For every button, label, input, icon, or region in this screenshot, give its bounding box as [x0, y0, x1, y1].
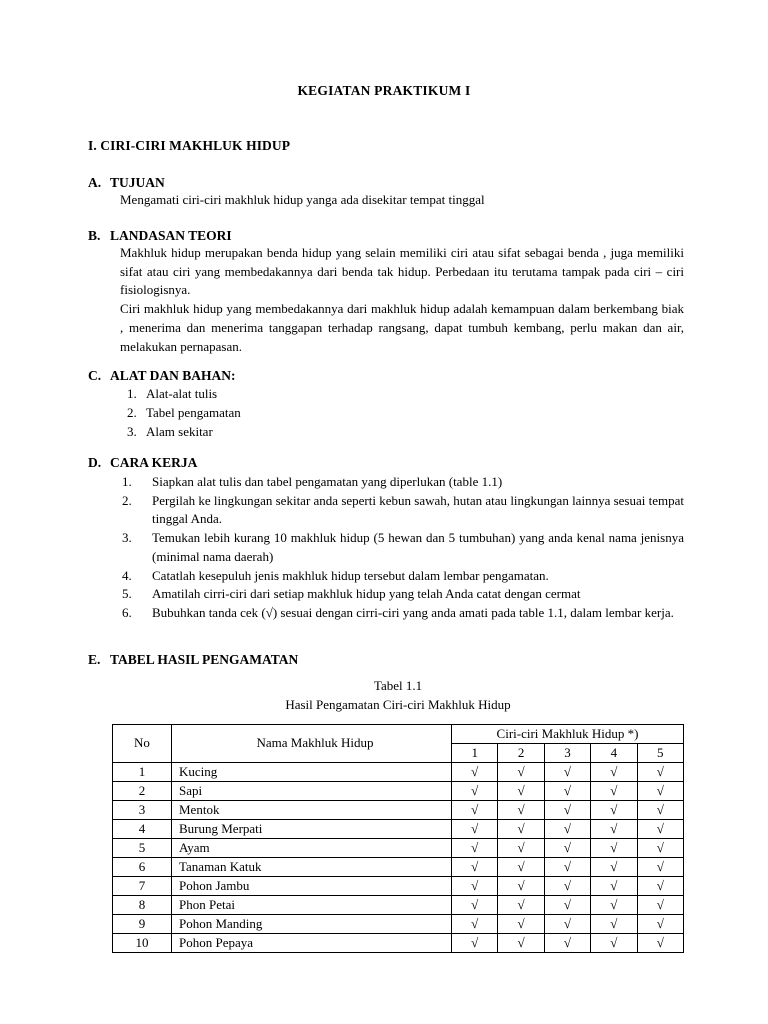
section-a-title: TUJUAN [110, 175, 165, 190]
table-caption-number: Tabel 1.1 [373, 678, 423, 693]
section-alat-dan-bahan [88, 368, 684, 442]
step-text: Catatlah kesepuluh jenis makhluk hidup tersebut dalam lembar pengamatan. [152, 567, 549, 583]
cell-check-1: √ [452, 857, 498, 876]
cell-check-4: √ [591, 800, 637, 819]
cell-check-2: √ [498, 914, 544, 933]
cell-check-5: √ [637, 857, 683, 876]
teori-paragraph-1: Makhluk hidup merupakan benda hidup yang selain memiliki ciri atau sifat sebagai benda , juga memiliki sifat atau ciri yang membedakannya dari benda tak hidup. Perbedaan itu terutama tampak pada ciri – ciri fisiologisnya. [120, 245, 684, 298]
table-row [113, 800, 684, 819]
cell-no: 10 [113, 933, 172, 952]
section-c-title: ALAT DAN BAHAN: [110, 368, 236, 383]
cell-check-3: √ [544, 933, 590, 952]
table-row [113, 838, 684, 857]
column-header-no: No [113, 724, 172, 762]
cell-check-4: √ [591, 838, 637, 857]
step-number: 3. [122, 530, 132, 546]
table-row [113, 914, 684, 933]
section-d-heading [88, 455, 684, 471]
list-item [116, 604, 684, 623]
cell-check-5: √ [637, 800, 683, 819]
cell-check-2: √ [498, 857, 544, 876]
step-text: Amatilah cirri-ciri dari setiap makhluk hidup yang telah Anda catat dengan cermat [152, 586, 581, 602]
list-item: 3. Alam sekitar [140, 423, 684, 442]
section-b-body [120, 244, 684, 356]
section-e-title: TABEL HASIL PENGAMATAN [110, 652, 299, 667]
table-row [113, 933, 684, 952]
step-number: 5. [122, 586, 132, 602]
step-number: 4. [122, 567, 132, 583]
cell-check-4: √ [591, 857, 637, 876]
alat-bahan-list [88, 385, 684, 442]
table-row [113, 857, 684, 876]
cell-no: 4 [113, 819, 172, 838]
cell-check-5: √ [637, 762, 683, 781]
table-row [113, 819, 684, 838]
table-header [113, 724, 684, 762]
cell-check-1: √ [452, 933, 498, 952]
cell-check-1: √ [452, 914, 498, 933]
step-text: Pergilah ke lingkungan sekitar anda seperti kebun sawah, hutan atau lingkungan lainnya sesuai tempat tinggal Anda. [152, 492, 684, 527]
cell-check-1: √ [452, 895, 498, 914]
step-text: Bubuhkan tanda cek (√) sesuai dengan cirri-ciri yang anda amati pada table 1.1, dalam lembar kerja. [152, 605, 674, 621]
step-number: 2. [122, 492, 132, 508]
cara-kerja-list [116, 473, 684, 623]
section-c-heading [88, 368, 684, 384]
cell-check-4: √ [591, 876, 637, 895]
cell-check-2: √ [498, 876, 544, 895]
list-item [116, 567, 684, 586]
cell-check-1: √ [452, 819, 498, 838]
cell-check-1: √ [452, 800, 498, 819]
section-b-heading [88, 228, 684, 244]
cell-no: 3 [113, 800, 172, 819]
cell-name: Pohon Jambu [172, 876, 452, 895]
observation-table [112, 724, 684, 953]
cell-check-5: √ [637, 819, 683, 838]
step-text: Siapkan alat tulis dan tabel pengamatan yang diperlukan (table 1.1) [152, 474, 503, 489]
cell-check-1: √ [452, 876, 498, 895]
cell-check-5: √ [637, 933, 683, 952]
cell-no: 9 [113, 914, 172, 933]
table-row [113, 876, 684, 895]
table-row [113, 762, 684, 781]
cell-check-2: √ [498, 895, 544, 914]
cell-name: Pohon Pepaya [172, 933, 452, 952]
section-d-title: CARA KERJA [110, 455, 198, 470]
cell-check-3: √ [544, 895, 590, 914]
cell-check-3: √ [544, 914, 590, 933]
cell-check-5: √ [637, 838, 683, 857]
table-body [113, 762, 684, 952]
cell-check-3: √ [544, 876, 590, 895]
cell-name: Burung Merpati [172, 819, 452, 838]
cell-name: Sapi [172, 781, 452, 800]
page-title: KEGIATAN PRAKTIKUM I [297, 83, 471, 98]
section-b-letter: B. [88, 228, 101, 243]
table-header-row-group [113, 724, 684, 743]
section-a-body: Mengamati ciri-ciri makhluk hidup yanga ada disekitar tempat tinggal [120, 192, 485, 207]
column-header-group: Ciri-ciri Makhluk Hidup *) [452, 724, 684, 743]
column-header-name: Nama Makhluk Hidup [172, 724, 452, 762]
list-item [116, 585, 684, 604]
cell-check-5: √ [637, 895, 683, 914]
cell-check-4: √ [591, 933, 637, 952]
cell-check-2: √ [498, 819, 544, 838]
section-e-heading [88, 652, 684, 668]
cell-no: 6 [113, 857, 172, 876]
cell-name: Pohon Manding [172, 914, 452, 933]
cell-name: Tanaman Katuk [172, 857, 452, 876]
cell-check-1: √ [452, 781, 498, 800]
cell-no: 2 [113, 781, 172, 800]
section-b-title: LANDASAN TEORI [110, 228, 232, 243]
cell-check-2: √ [498, 838, 544, 857]
list-item: 2. Tabel pengamatan [140, 404, 684, 423]
cell-check-2: √ [498, 933, 544, 952]
cell-check-4: √ [591, 895, 637, 914]
roman-heading: I. CIRI-CIRI MAKHLUK HIDUP [88, 138, 291, 153]
section-e-letter: E. [88, 652, 101, 667]
cell-check-4: √ [591, 762, 637, 781]
cell-check-4: √ [591, 914, 637, 933]
cell-name: Phon Petai [172, 895, 452, 914]
cell-check-1: √ [452, 762, 498, 781]
cell-check-3: √ [544, 800, 590, 819]
cell-check-2: √ [498, 800, 544, 819]
list-item [116, 529, 684, 566]
table-row [113, 781, 684, 800]
cell-check-3: √ [544, 819, 590, 838]
step-text: Temukan lebih kurang 10 makhluk hidup (5 hewan dan 5 tumbuhan) yang anda kenal nama jenisnya (minimal nama daerah) [152, 530, 684, 564]
step-number: 1. [122, 474, 132, 489]
table-caption-text: Hasil Pengamatan Ciri-ciri Makhluk Hidup [285, 696, 511, 712]
cell-no: 7 [113, 876, 172, 895]
step-number: 6. [122, 605, 132, 621]
cell-name: Ayam [172, 838, 452, 857]
column-subheader-4: 4 [591, 743, 637, 762]
cell-check-3: √ [544, 762, 590, 781]
cell-no: 5 [113, 838, 172, 857]
section-cara-kerja [88, 455, 684, 623]
column-subheader-2: 2 [498, 743, 544, 762]
section-tujuan [88, 175, 684, 209]
cell-check-5: √ [637, 876, 683, 895]
cell-check-3: √ [544, 781, 590, 800]
section-tabel-hasil-pengamatan [88, 652, 684, 953]
column-subheader-3: 3 [544, 743, 590, 762]
teori-paragraph-2: Ciri makhluk hidup yang membedakannya dari makhluk hidup adalah kemampuan dalam berkembang biak , menerima dan menerima tanggapan terhadap rangsang, dapat tumbuh kembang, perlu makan dan air, melakukan pernapasan. [120, 301, 684, 354]
cell-name: Mentok [172, 800, 452, 819]
cell-check-2: √ [498, 762, 544, 781]
cell-check-3: √ [544, 857, 590, 876]
table-row [113, 895, 684, 914]
cell-check-2: √ [498, 781, 544, 800]
section-d-letter: D. [88, 455, 102, 470]
cell-check-4: √ [591, 781, 637, 800]
cell-name: Kucing [172, 762, 452, 781]
list-item: 1. Alat-alat tulis [140, 385, 684, 404]
cell-check-3: √ [544, 838, 590, 857]
cell-check-1: √ [452, 838, 498, 857]
section-c-letter: C. [88, 368, 102, 383]
section-landasan-teori [88, 228, 684, 356]
list-item [116, 492, 684, 529]
cell-check-5: √ [637, 781, 683, 800]
section-a-letter: A. [88, 175, 102, 190]
cell-no: 8 [113, 895, 172, 914]
cell-check-5: √ [637, 914, 683, 933]
section-a-heading [88, 175, 684, 191]
list-item [116, 473, 684, 492]
cell-check-4: √ [591, 819, 637, 838]
column-subheader-5: 5 [637, 743, 683, 762]
cell-no: 1 [113, 762, 172, 781]
column-subheader-1: 1 [452, 743, 498, 762]
